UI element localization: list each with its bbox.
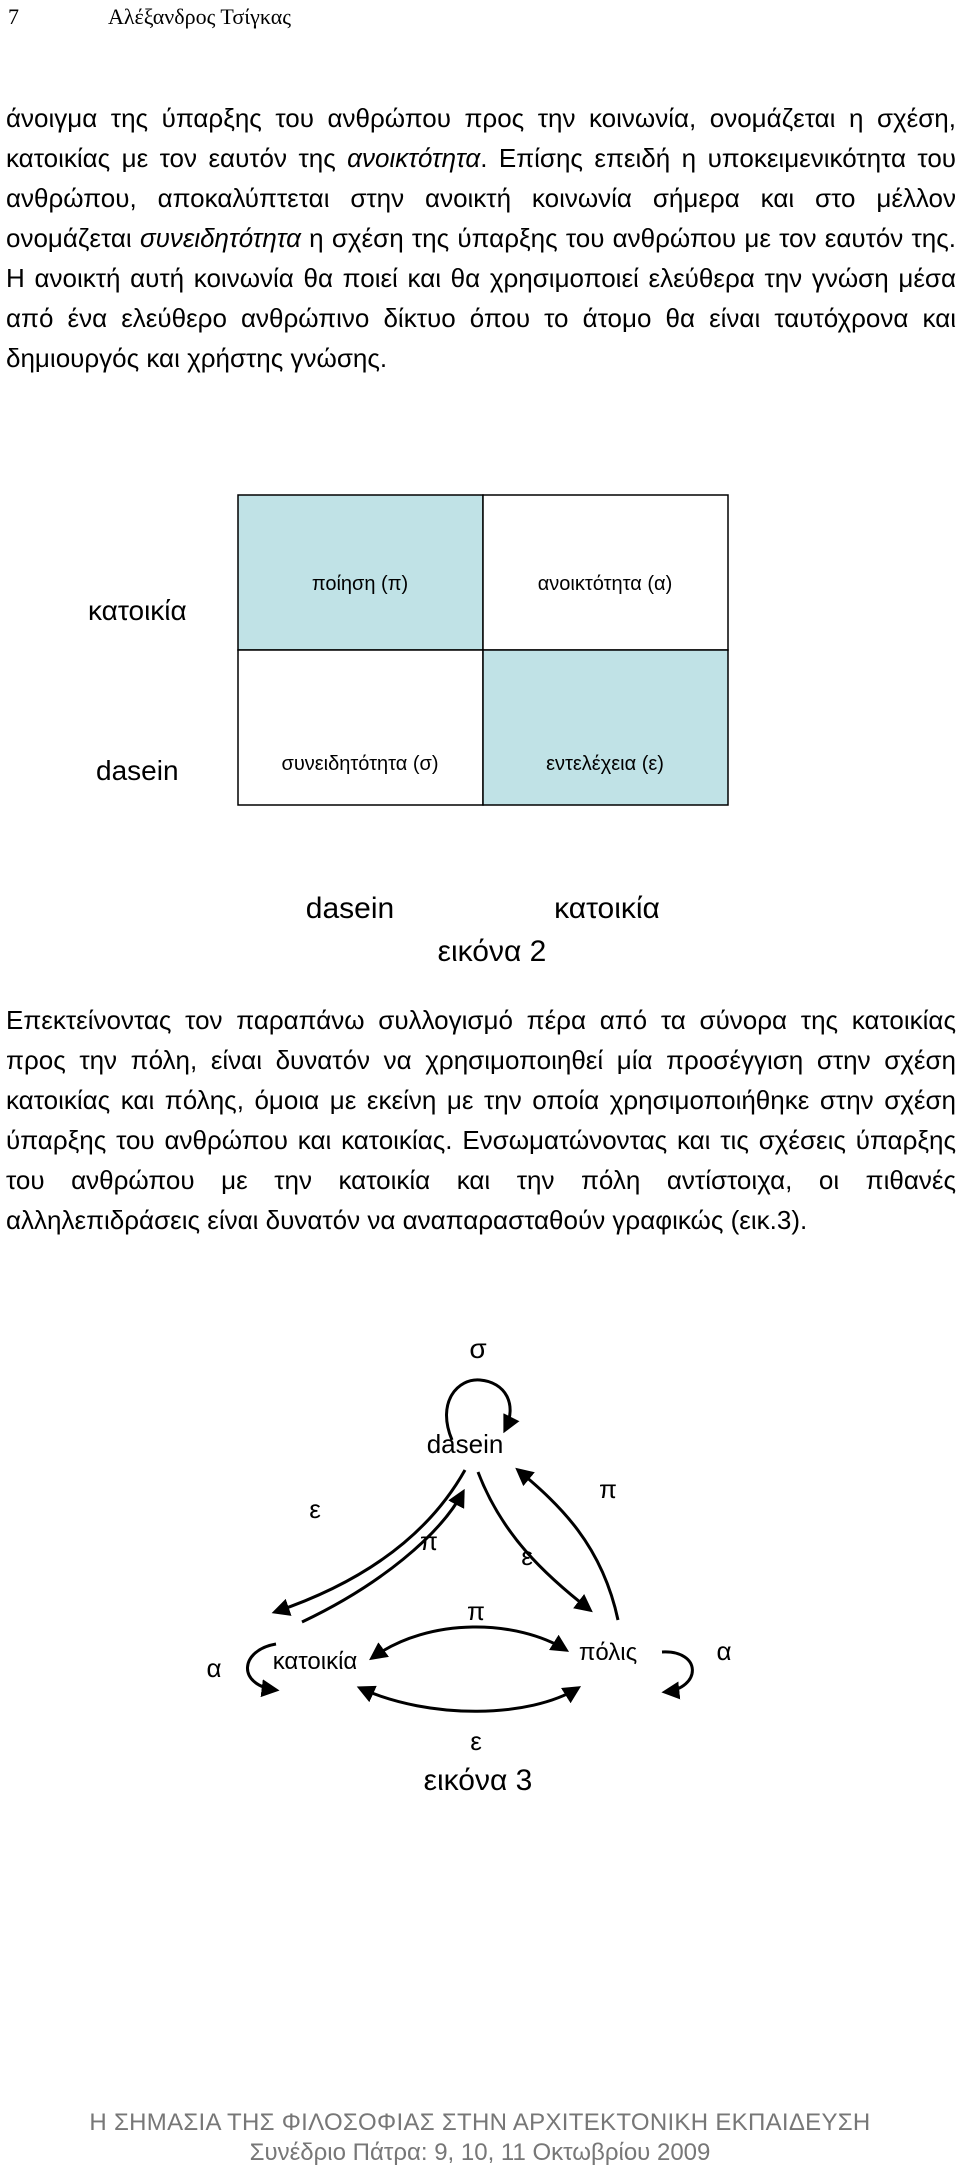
- node-katoikia: κατοικία: [272, 1648, 358, 1675]
- row-label-top: κατοικία: [88, 595, 187, 626]
- node-polis: πόλις: [578, 1639, 638, 1666]
- cell-bottom-right-bg: [483, 650, 728, 805]
- col-label-right: κατοικία: [554, 892, 660, 925]
- paragraph-1: [6, 98, 956, 378]
- cell-top-left-label: ποίηση (π): [311, 573, 409, 595]
- label-pi-right: π: [599, 1474, 617, 1504]
- cell-bottom-left-bg: [238, 650, 483, 805]
- node-dasein: dasein: [426, 1429, 504, 1459]
- label-pi-center: π: [467, 1596, 485, 1626]
- cell-bottom-left-label: συνειδητότητα (σ): [281, 753, 439, 775]
- page-number: 7: [8, 4, 19, 29]
- para1-segment-3: η σχέση της ύπαρξης του ανθρώπου με τον εαυτόν της. Η ανοικτή αυτή κοινωνία θα ποιεί και θα χρησιμοποιεί ελεύθερα την γνώση μέσα από ένα ελεύθερο ανθρώπινο δίκτυο όπου το άτομο θα είναι ταυτόχρονα και δημιουργός και χρήστης γνώσης.: [6, 223, 957, 373]
- term-syneiditotita: συνειδητότητα: [139, 223, 301, 253]
- paragraph-2-text: Επεκτείνοντας τον παραπάνω συλλογισμό πέρα από τα σύνορα της κατοικίας προς την πόλη, είναι δυνατόν να χρησιμοποιηθεί μία προσέγγιση στην σχέση κατοικίας και πόλης, όμοια με εκείνη με την οποία χρησιμοποιήθηκε στην σχέση ύπαρξης του ανθρώπου και κατοικίας. Ενσωματώνοντας και τις σχέσεις ύπαρξης του ανθρώπου με την κατοικία και την πόλη αντίστοιχα, οι πιθανές αλληλεπιδράσεις είναι δυνατόν να αναπαρασταθούν γραφικώς (εικ.3).: [6, 1005, 956, 1235]
- page-footer: [0, 2108, 960, 2168]
- figure-3-caption: εικόνα 3: [423, 1764, 533, 1797]
- cell-bottom-right-label: εντελέχεια (ε): [546, 753, 664, 775]
- label-alpha-left: α: [206, 1653, 222, 1683]
- term-anoiktotita: ανοικτότητα: [347, 143, 481, 173]
- label-epsilon-left: ε: [309, 1494, 321, 1524]
- label-pi-left: π: [420, 1526, 438, 1556]
- arrow-katoikia-polis-bottom: [360, 1688, 578, 1711]
- label-epsilon-bottom: ε: [470, 1726, 482, 1756]
- para1-segment-2: . Επίσης επειδή η υποκειμενικότητα του ανθρώπου, αποκαλύπτεται στην ανοικτή κοινωνία σήμερα και στο μέλλον ονομάζεται: [6, 143, 956, 253]
- label-alpha-right: α: [716, 1636, 732, 1666]
- paragraph-2: [6, 1000, 956, 1240]
- figure-2: [0, 480, 960, 970]
- label-sigma: σ: [469, 1333, 487, 1364]
- cell-top-right-label: ανοικτότητα (α): [537, 573, 673, 595]
- arrow-dasein-to-polis: [478, 1472, 590, 1610]
- figure-3: [0, 1320, 960, 1800]
- author-name: Αλέξανδρος Τσίγκας: [108, 4, 291, 29]
- col-label-left: dasein: [305, 892, 395, 925]
- arrow-katoikia-to-dasein: [302, 1492, 463, 1622]
- arrow-katoikia-polis-top: [372, 1627, 566, 1658]
- para1-segment-1: άνοιγμα της ύπαρξης του ανθρώπου προς την κοινωνία, ονομάζεται η σχέση, κατοικίας με τον εαυτόν της: [6, 103, 956, 173]
- row-label-bottom: dasein: [96, 755, 179, 786]
- figure-3-diagram: [0, 1320, 960, 1800]
- figure-2-diagram: [0, 480, 960, 970]
- footer-conference: Συνέδριο Πάτρα: 9, 10, 11 Οκτωβρίου 2009: [249, 2139, 711, 2166]
- page-header: [8, 4, 291, 30]
- footer-title: Η ΣΗΜΑΣΙΑ ΤΗΣ ΦΙΛΟΣΟΦΙΑΣ ΣΤΗΝ ΑΡΧΙΤΕΚΤΟΝΙΚΗ ΕΚΠΑΙΔΕΥΣΗ: [89, 2109, 871, 2136]
- figure-2-caption: εικόνα 2: [437, 935, 547, 968]
- label-epsilon-mid: ε: [521, 1541, 533, 1571]
- self-loop-polis: [662, 1652, 692, 1692]
